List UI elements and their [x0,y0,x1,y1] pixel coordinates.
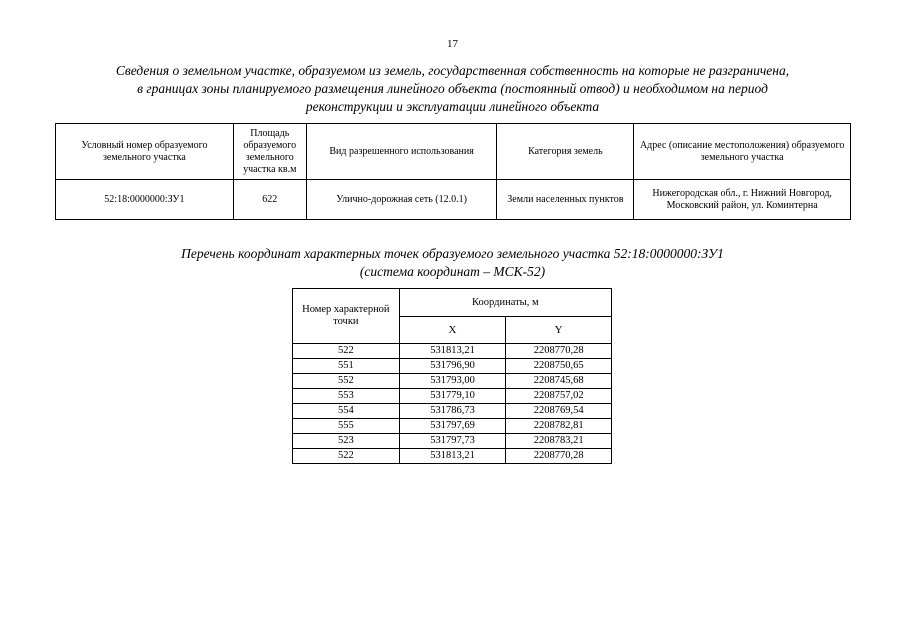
section-title-line: Сведения о земельном участке, образуемом из земель, государственная собственность на которые не разграничена, [115,63,790,78]
section-title [60,62,845,116]
cell-point-number: 522 [293,344,400,359]
cell-x: 531779,10 [399,389,506,404]
coordinates-title [100,245,805,281]
cell-x: 531786,73 [399,404,506,419]
section-title-line: в границах зоны планируемого размещения линейного объекта (постоянный отвод) и необходимом на период [137,81,768,96]
header-coordinates: Координаты, м [399,289,611,317]
cell-y: 2208769,54 [506,404,612,419]
land-plot-table [55,123,851,220]
table-row [293,344,612,359]
header-point-number: Номер характерной точки [293,289,400,344]
cell-x: 531797,69 [399,419,506,434]
header-permitted-use: Вид разрешенного использования [306,124,497,180]
cell-x: 531797,73 [399,434,506,449]
header-land-category: Категория земель [497,124,634,180]
coordinates-title-line: (система координат – МСК-52) [359,264,546,279]
cell-y: 2208745,68 [506,374,612,389]
table-row [56,180,851,220]
header-y: Y [506,317,612,344]
cell-x: 531793,00 [399,374,506,389]
cell-area: 622 [233,180,306,220]
cell-x: 531813,21 [399,344,506,359]
cell-y: 2208783,21 [506,434,612,449]
cell-x: 531796,90 [399,359,506,374]
cell-y: 2208770,28 [506,344,612,359]
table-row [293,389,612,404]
table-row [293,404,612,419]
coordinates-title-line: Перечень координат характерных точек образуемого земельного участка 52:18:0000000:ЗУ1 [181,246,724,261]
cell-point-number: 522 [293,449,400,464]
section-title-line: реконструкции и эксплуатации линейного объекта [305,99,600,114]
page-number: 17 [447,38,458,50]
table-header-row [56,124,851,180]
header-plot-number: Условный номер образуемого земельного участка [56,124,234,180]
header-x: X [399,317,506,344]
cell-point-number: 552 [293,374,400,389]
cell-x: 531813,21 [399,449,506,464]
cell-point-number: 523 [293,434,400,449]
table-row [293,419,612,434]
cell-point-number: 551 [293,359,400,374]
cell-point-number: 554 [293,404,400,419]
cell-point-number: 553 [293,389,400,404]
header-area: Площадь образуемого земельного участка кв.м [233,124,306,180]
table-row [293,374,612,389]
cell-y: 2208757,02 [506,389,612,404]
cell-permitted-use: Улично-дорожная сеть (12.0.1) [306,180,497,220]
cell-address: Нижегородская обл., г. Нижний Новгород, Московский район, ул. Коминтерна [634,180,851,220]
coordinates-table [292,288,612,464]
cell-y: 2208782,81 [506,419,612,434]
cell-y: 2208770,28 [506,449,612,464]
cell-plot-number: 52:18:0000000:ЗУ1 [56,180,234,220]
cell-land-category: Земли населенных пунктов [497,180,634,220]
header-address: Адрес (описание местоположения) образуемого земельного участка [634,124,851,180]
cell-point-number: 555 [293,419,400,434]
table-row [293,359,612,374]
cell-y: 2208750,65 [506,359,612,374]
table-header-row [293,289,612,317]
table-row [293,434,612,449]
table-row [293,449,612,464]
